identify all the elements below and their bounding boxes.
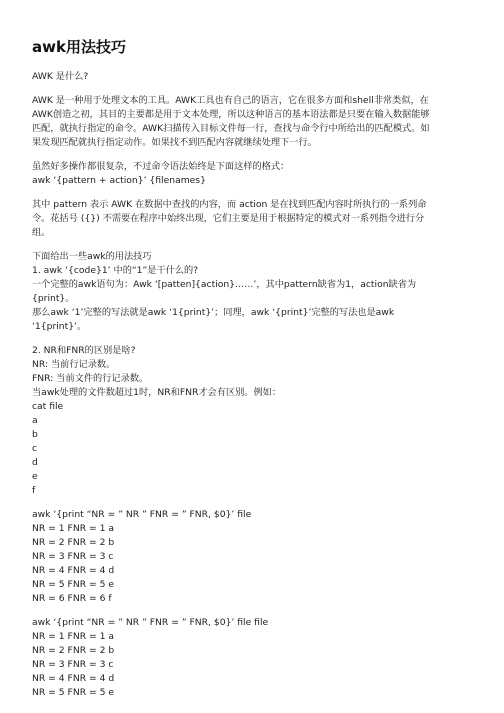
text-line: awk ‘{pattern + action}’ {filenames} xyxy=(32,175,206,186)
text-line: 其中 pattern 表示 AWK 在数据中查找的内容，而 action 是在找到匹配内容时所执行的一系列命 xyxy=(32,199,427,210)
text-line: ‘1{print}’。 xyxy=(32,321,87,332)
text-line: c xyxy=(32,443,38,454)
text-line: {print}。 xyxy=(32,293,75,304)
text-line: NR = 3 FNR = 3 c xyxy=(32,551,114,562)
text-line: awk ‘{print “NR = ” NR ” FNR = ” FNR, $0}’ file file xyxy=(32,617,269,628)
text-line: 那么awk ‘1’完整的写法就是awk ‘1{print}’；同理，awk ‘{print}’完整的写法也是awk xyxy=(32,307,395,318)
text-line: NR = 2 FNR = 2 b xyxy=(32,537,115,548)
text-line: AWK创造之初，其目的主要都是用于文本处理，所以这种语言的基本语法都是只要在输入数据能够 xyxy=(32,109,430,120)
text-line: FNR: 当前文件的行记录数。 xyxy=(32,373,149,384)
text-line: cat file xyxy=(32,401,64,412)
text-line: e xyxy=(32,471,38,482)
text-line: NR = 3 FNR = 3 c xyxy=(32,659,114,670)
text-line: 一个完整的awk语句为：Awk ‘[patten]{action}……’，其中pattern缺省为1，action缺省为 xyxy=(32,279,417,290)
text-line: 虽然好多操作都很复杂，不过命令语法始终是下面这样的格式： xyxy=(32,161,290,172)
paragraph-gap xyxy=(32,84,482,94)
text-line: NR = 4 FNR = 4 d xyxy=(32,673,115,684)
text-line: f xyxy=(32,485,36,496)
paragraph xyxy=(32,94,482,150)
text-line: NR = 4 FNR = 4 d xyxy=(32,565,115,576)
text-line: 匹配，就执行指定的命令。AWK扫描传入目标文件每一行，查找与命令行中所给出的匹配模式。如 xyxy=(32,123,430,134)
text-line: 果发现匹配就执行指定动作。如果找不到匹配内容就继续处理下一行。 xyxy=(32,137,317,148)
text-line: AWK 是一种用于处理文本的工具。AWK工具也有自己的语言，它在很多方面和shell非常类似，在 xyxy=(32,95,429,106)
text-line: NR = 6 FNR = 6 f xyxy=(32,593,112,604)
text-line: NR = 1 FNR = 1 a xyxy=(32,523,115,534)
paragraph xyxy=(32,344,482,498)
paragraph xyxy=(32,198,482,240)
text-line: NR: 当前行记录数。 xyxy=(32,359,116,370)
text-line: 1. awk ‘{code}1’ 中的“1”是干什么的? xyxy=(32,265,199,276)
text-line: 令。花括号 ({}) 不需要在程序中始终出现，它们主要是用于根据特定的模式对一系列指令进行分 xyxy=(32,213,425,224)
paragraph xyxy=(32,70,482,84)
paragraph xyxy=(32,616,482,700)
paragraph-gap xyxy=(32,150,482,160)
document-title: awk用法技巧 xyxy=(32,38,126,56)
text-line: AWK 是什么? xyxy=(32,71,89,82)
text-line: 2. NR和FNR的区别是啥? xyxy=(32,345,136,356)
text-line: 组。 xyxy=(32,227,51,238)
text-line: a xyxy=(32,415,38,426)
paragraph-gap xyxy=(32,240,482,250)
text-line: d xyxy=(32,457,38,468)
text-line: 下面给出一些awk的用法技巧 xyxy=(32,251,152,262)
text-line: NR = 2 FNR = 2 b xyxy=(32,645,115,656)
paragraph-gap xyxy=(32,188,482,198)
paragraph-gap xyxy=(32,606,482,616)
text-line: awk ‘{print “NR = ” NR ” FNR = ” FNR, $0}’ file xyxy=(32,509,252,520)
text-line: 当awk处理的文件数超过1时，NR和FNR才会有区别。例如： xyxy=(32,387,282,398)
text-line: NR = 1 FNR = 1 a xyxy=(32,631,115,642)
paragraph xyxy=(32,508,482,606)
paragraph xyxy=(32,160,482,188)
paragraph-gap xyxy=(32,334,482,344)
paragraph-gap xyxy=(32,498,482,508)
text-line: NR = 5 FNR = 5 e xyxy=(32,687,115,698)
paragraph xyxy=(32,250,482,334)
text-line: NR = 5 FNR = 5 e xyxy=(32,579,115,590)
document-body xyxy=(32,70,482,700)
text-line: b xyxy=(32,429,38,440)
